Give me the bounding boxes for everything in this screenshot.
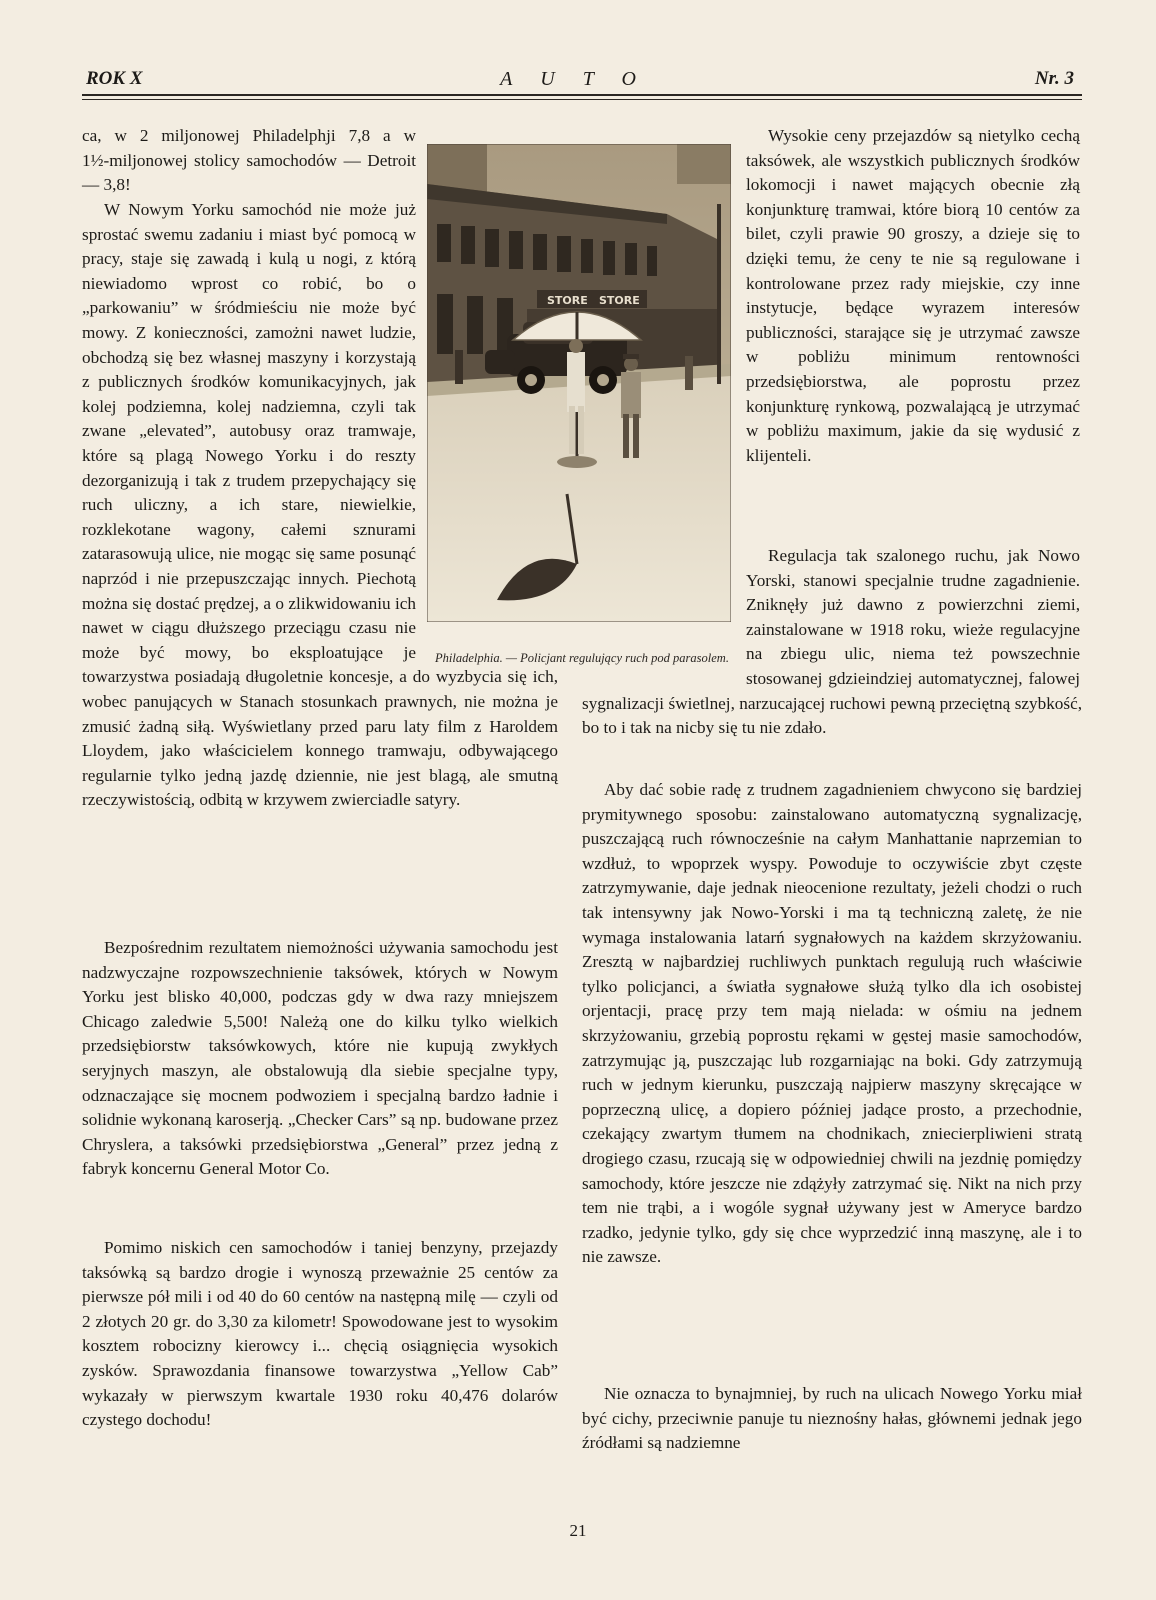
header-year: ROK X [86,68,143,89]
text-line: które są plagą Nowego Yorku i do reszty [82,446,416,465]
text-line: Pomimo niskich cen samochodów i taniej benzyny, przejazdy [104,1238,558,1257]
text-line: nie zawsze. [582,1247,662,1267]
text-line: zysków. Sprawozdania finansowe towarzystwa „Yellow Cab” [82,1361,558,1380]
text-line: zatrzymując ją, puszczając lub rozgarniając na boki. Gdy zatrzymują [582,1050,1082,1070]
text-line: źródłami są nadziemne [582,1433,741,1453]
text-line: w pobliżu maximum, jakie da się wydusić z [746,421,1080,441]
street-photo-icon [427,144,731,622]
text-line: wobec panujących w Stanach stosunkach prawnych, nie można je [82,692,558,711]
text-line: puszczającą ruch równocześnie na całym Manhattanie naprzemian to [582,829,1082,849]
text-line: wykazały w pierwszym kwartale 1930 roku 40,476 dolarów [82,1385,558,1405]
text-line: poprzeczną ulicę, a dopiero później jadące prosto, a przechodnie, [582,1099,1082,1119]
text-line: towarzystwa posiadają długoletnie koncesje, a do wyzbycia się ich, [82,667,558,687]
text-line: prymitywnego sposobu: zainstalowano automatyczną sygnalizację, [582,804,1082,824]
text-line: odznaczające się mocnem podwoziem i specjalną bardzo ładnie i [82,1085,558,1105]
text-line: Aby dać sobie radę z trudnem zagadnieniem chwycono się bardziej [604,780,1082,799]
text-line: Yorku jest blisko 40,000, podczas gdy w dwa razy mniejszem [82,987,558,1007]
text-line: seryjnych maszyn, ale obstalowują dla siebie specjalne typy, [82,1061,558,1080]
text-line: zatrzymywanie, daje jednak nieocenione rezultaty, jeżeli chodzi o ruch [582,878,1082,898]
text-line: dezorganizują i tak z trudem przepychający się [82,470,416,490]
text-line: sprostać swemu zadaniu i miast być pomocą w [82,224,416,244]
text-line: wymaga instalowania latarń sygnałowych na każdem skrzyżowaniu. [582,927,1082,947]
text-line: taksówek, ale wszystkich publicznych środków [746,150,1080,170]
text-line: sygnalizacji świetlnej, narzucającej ruchowi pewną przeciętną szybkość, [582,693,1082,713]
text-line: nawet w ciągu dłuższego przeciągu czasu nie [82,618,416,638]
text-line: ruch w jednym kierunku, puszczają najpierw maszyny skręcające w [582,1075,1082,1095]
street-photo [427,144,731,622]
running-header [82,62,1082,92]
text-line: bo to i tak na nicby się tu nie zdało. [582,718,827,738]
text-line: nadzwyczajne rozpowszechnienie taksówek, których w Nowym [82,962,558,982]
storefront-sign: STORE [547,294,588,307]
text-line: 2 złotych 20 gr. do 3,30 za kilometr! Spowodowane jest to wysokim [82,1311,558,1331]
text-line: rozklekotane wagony, całemi sznurami [82,519,416,539]
text-line: instytucje, będące wyrazem interesów [746,298,1080,318]
text-line: Chicago zaledwie 5,500! Należą one do kilku tylko wielkich [82,1011,558,1031]
text-line: kolej podziemna, kolej nadziemna, czyli tak [82,396,416,416]
text-line: zwane „elevated”, autobusy oraz tramwaje, [82,421,416,441]
text-line: tem nie trąbi, a i wogóle sygnał używany jest w Ameryce bardzo [582,1198,1082,1218]
header-title: AUTO [500,68,664,90]
text-line: solidnie wykonaną karoserją. „Checker Cars” są np. budowane przez [82,1110,558,1130]
text-line: dzięki temu, że ceny te nie są regulowane i [746,249,1080,268]
text-line: ca, w 2 miljonowej Philadelphji 7,8 a w [82,126,416,145]
text-line: Chryslera, a taksówki przedsiębiorstwa „General” przez jedną z [82,1134,558,1154]
text-line: tylko policjanci, a światła sygnałowe służą tylko dla ich osobistej [582,976,1082,996]
text-line: publiczności, starające się je utrzymać zawsze [746,322,1080,342]
header-issue: Nr. 3 [1034,68,1074,89]
text-line: zmusić żadną siłą. Wyświetlany przed paru laty film z Haroldem [82,716,558,736]
text-line: pierwsze pół mili i od 40 do 60 centów na następną milę — czyli od [82,1287,558,1307]
text-line: W Nowym Yorku samochód nie może już [104,200,416,219]
photo-caption: Philadelphia. — Policjant regulujący ruch pod parasolem. [435,651,729,665]
text-line: samochody, które jeszcze nie zdążyły zatrzymać się. Nikt na nich przy [582,1173,1082,1193]
text-line: bilet, czyli prawie 90 groszy, a dzieje się to [746,224,1080,244]
text-line: — 3,8! [82,175,131,195]
text-line: pracy, staje się zawadą i kulą u nogi, z którą [82,249,416,269]
text-line: konjunkturę rynkową, pozwalającą je utrzymać [746,396,1080,416]
text-line: w pobliżu minimum rentowności [746,347,1080,367]
text-line: przedsiębiorstwa, ale poprostu przez [746,372,1080,391]
text-line: klijenteli. [746,445,812,465]
text-line: orjentacji, pracę przy tem mają nielada: w ośmiu na jednem [582,1001,1082,1021]
text-line: wzdłuż, to wpoprzek wyspy. Powoduje to oczywiście zbyt częste [582,853,1082,873]
text-line: być cichy, przeciwnie panuje tu nieznośny hałas, głównemi jednak jego [582,1408,1082,1428]
text-line: można się dostać prędzej, a o zlikwidowaniu ich [82,593,416,613]
text-line: Wysokie ceny przejazdów są nietylko cechą [768,126,1080,145]
text-line: skrzyżowaniu, grzebią poprostu rękami w gęstej masie samochodów, [582,1026,1082,1045]
header-rule-thin [82,99,1082,100]
text-line: konjunkturę tramwai, które biorą 10 centów za [746,199,1080,219]
text-line: ruch uliczny, a ich stare, niewielkie, [82,495,416,515]
text-line: kosztem robocizny kierowcy i... chęcią osiągnięcia wysokich [82,1336,558,1356]
storefront-sign: STORE [599,294,640,307]
text-line: taksówką są bardzo drogie i wynoszą przeważnie 25 centów za [82,1262,558,1282]
text-line: zainstalowane w 1918 roku, wieże regulacyjne [746,619,1080,639]
text-line: Bezpośrednim rezultatem niemożności używania samochodu jest [104,938,558,957]
text-line: naprzód i nie przepuszczając innych. Piechotą [82,569,416,588]
text-line: drogiego czasu, rzucają się w odpowiedniej chwili na jezdnię pomiędzy [582,1149,1082,1168]
text-line: Zniknęły już dawno z powierzchni ziemi, [746,595,1080,615]
text-line: tak intensywny jak Nowo-Yorski i ma tą techniczną zaletę, że nie [582,903,1082,922]
text-line: fabryk koncernu General Motor Co. [82,1159,330,1179]
text-line: kontrolowane przez rady miejskie, czy inne [746,273,1080,293]
text-line: rzeczywistością, odbitą w krzywem zwierciadle satyry. [82,790,461,810]
text-line: Lloydem, jako właścicielem konnego tramwaju, odbywającego [82,741,558,761]
text-line: z publicznych środków komunikacyjnych, jak [82,372,416,392]
text-line: Nie oznacza to bynajmniej, by ruch na ulicach Nowego Yorku miał [604,1384,1082,1403]
text-line: mowy. Z konieczności, zamożni nawet ludzie, [82,323,416,342]
text-line: regularnie tylko jedną jazdę dziennie, nie jest blagą, ale smutną [82,765,558,785]
text-line: może być mowy, bo eksploatujące je [82,642,416,662]
text-line: 1½-miljonowej stolicy samochodów — Detroit [82,150,416,170]
header-rule-thick [82,94,1082,96]
text-line: Regulacja tak szalonego ruchu, jak Nowo [768,546,1080,565]
text-line: Yorski, stanowi specjalnie trudne zagadnienie. [746,570,1080,590]
text-line: lokomocji i nawet mających obecnie złą [746,175,1080,195]
text-line: przedsiębiorstw taksówkowych, które nie kupują zwykłych [82,1036,558,1056]
text-line: czystego dochodu! [82,1410,212,1430]
text-line: czekający zwartym tłumem na chodnikach, zniecierpliwieni stratą [582,1124,1082,1144]
text-line: niewiadomo wprost co robić, bo o [82,273,416,293]
page-number: 21 [569,1521,587,1540]
text-line: rzadko, jedynie tylko, gdy się chce wyprzedzić inną maszynę, ale i to [582,1222,1082,1242]
text-line: obchodzą się bez własnej maszyny i korzystają [82,347,416,367]
text-line: Zresztą w najbardziej ruchliwych punktach regulują ruch właściwie [582,952,1082,972]
text-line: „parkowaniu” w śródmieściu nie może być [82,298,416,318]
text-line: stosowanej gdzieindziej automatycznej, falowej [746,669,1080,688]
text-line: zatarasowują ulice, nie mogąc się same posunąć [82,544,416,564]
text-line: na zbiegu ulic, niema też powszechnie [746,644,1080,664]
